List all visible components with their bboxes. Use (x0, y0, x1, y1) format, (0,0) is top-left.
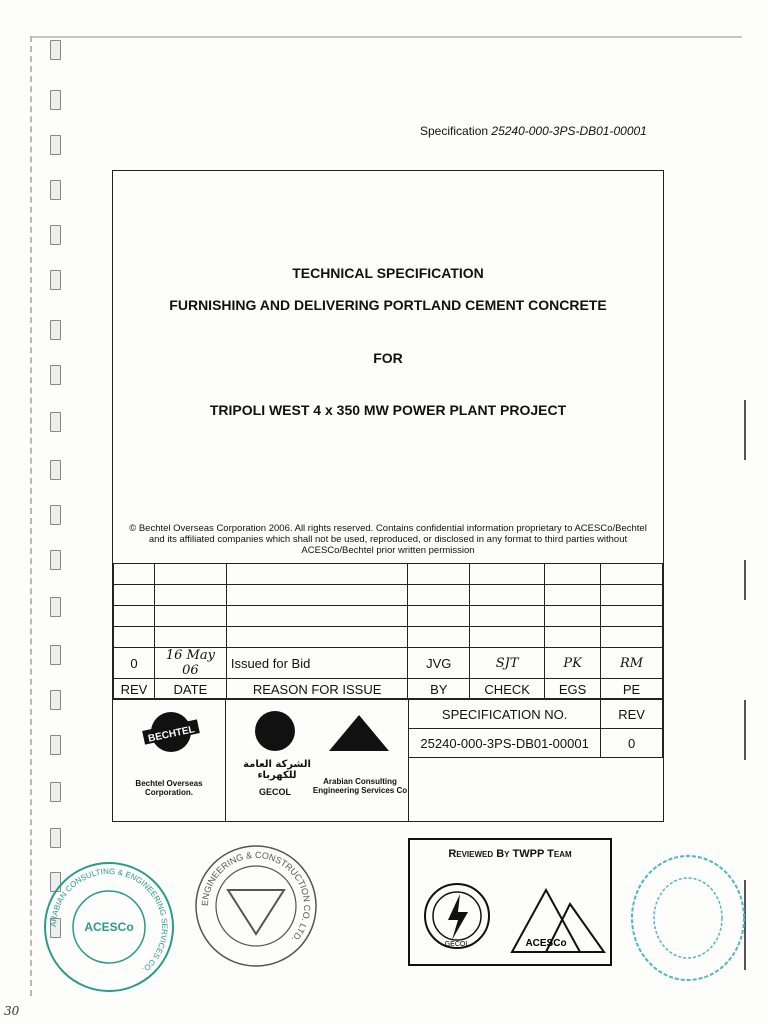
twpp-review-stamp (408, 838, 612, 966)
twpp-stamp-title: Reviewed By TWPP Team (448, 848, 572, 860)
table-row (114, 564, 663, 585)
scan-artifact (744, 400, 746, 460)
table-row (114, 585, 663, 606)
spec-label: Specification (420, 124, 489, 138)
punch-hole (50, 505, 61, 525)
egs-header: EGS (545, 679, 601, 700)
page-top-edge (30, 36, 742, 38)
punch-hole (50, 412, 61, 432)
scan-artifact (744, 560, 746, 600)
reason-value: Issued for Bid (226, 648, 408, 679)
acesco-stamp-text: ACESCo (84, 920, 134, 934)
punch-hole (50, 460, 61, 480)
copyright-notice: © Bechtel Overseas Corporation 2006. All rights reserved. Contains confidential information proprietary to ACESCo/Bechtel and its affiliated companies which shall not be used, reproduced, or disclosed in any format to third parties without ACESCo/Bechtel prior written permission (129, 523, 647, 556)
pe-header: PE (601, 679, 663, 700)
check-header: CHECK (470, 679, 545, 700)
binding-strip (30, 36, 38, 996)
scan-artifact (744, 700, 746, 760)
twpp-acesco-text: ACESCo (525, 938, 567, 949)
acesco-mountain-stamp-icon (506, 880, 610, 956)
page-number-mark: 30 (4, 1004, 20, 1018)
table-row (114, 606, 663, 627)
punch-hole (50, 828, 61, 848)
punch-hole (50, 365, 61, 385)
gecol-lightning-icon (422, 880, 492, 952)
acesco-stamp-ring-text: ARABIAN CONSULTING & ENGINEERING SERVICES CO. (48, 866, 170, 975)
spec-number-box (408, 699, 663, 758)
punch-hole (50, 550, 61, 570)
gecol-logo-icon (253, 709, 297, 753)
by-header: BY (408, 679, 470, 700)
gecol-caption: GECOL (259, 787, 292, 797)
spec-no-header: SPECIFICATION NO. (409, 700, 601, 729)
check-signature: SJT (470, 648, 545, 679)
revision-entry-row (114, 648, 663, 679)
gecol-arabic-name: الشركة العامة للكهرباء (243, 759, 311, 781)
table-row (114, 627, 663, 648)
bechtel-badge-text: BECHTEL (147, 724, 196, 745)
spec-no-value: 25240-000-3PS-DB01-00001 (409, 729, 601, 758)
acesco-stamp-icon (40, 860, 178, 994)
divider (225, 699, 226, 822)
bechtel-caption: Bechtel Overseas Corporation. (135, 779, 203, 797)
spec-number: 25240-000-3PS-DB01-00001 (491, 124, 647, 138)
revision-table (113, 563, 663, 700)
construction-ring-text: ENGINEERING & CONSTRUCTION CO. LTD. (199, 849, 313, 945)
punch-hole (50, 645, 61, 665)
construction-stamp-icon (192, 842, 320, 970)
pe-signature: RM (601, 648, 663, 679)
spec-reference (420, 124, 647, 138)
punch-hole (50, 90, 61, 110)
reason-header: REASON FOR ISSUE (226, 679, 408, 700)
spec-rev-header: REV (601, 700, 663, 729)
punch-hole (50, 40, 61, 60)
rev-header: REV (114, 679, 155, 700)
punch-hole (50, 225, 61, 245)
for-label: FOR (373, 350, 403, 366)
by-value: JVG (408, 648, 470, 679)
logo-section (113, 698, 663, 822)
arabic-seal-stamp-icon (626, 852, 746, 984)
egs-signature: PK (545, 648, 601, 679)
punch-hole (50, 135, 61, 155)
punch-hole (50, 180, 61, 200)
punch-hole (50, 320, 61, 340)
punch-hole (50, 735, 61, 755)
punch-hole (50, 782, 61, 802)
doc-type-title: TECHNICAL SPECIFICATION (292, 265, 484, 281)
punch-hole (50, 690, 61, 710)
bechtel-logo-icon (141, 707, 201, 757)
twpp-gecol-text: GECOL (444, 941, 470, 948)
acesco-mountain-logo-icon (327, 713, 391, 753)
arabian-caption: Arabian Consulting Engineering Services Co (312, 777, 408, 795)
doc-subject-title: FURNISHING AND DELIVERING PORTLAND CEMENT CONCRETE (169, 297, 607, 313)
rev-value: 0 (114, 648, 155, 679)
date-header: DATE (154, 679, 226, 700)
revision-header-row (114, 679, 663, 700)
punch-hole (50, 270, 61, 290)
cover-box (112, 170, 664, 822)
punch-hole (50, 597, 61, 617)
project-title: TRIPOLI WEST 4 x 350 MW POWER PLANT PROJECT (209, 402, 567, 418)
date-signature: 16 May 06 (154, 648, 226, 679)
spec-rev-value: 0 (601, 729, 663, 758)
